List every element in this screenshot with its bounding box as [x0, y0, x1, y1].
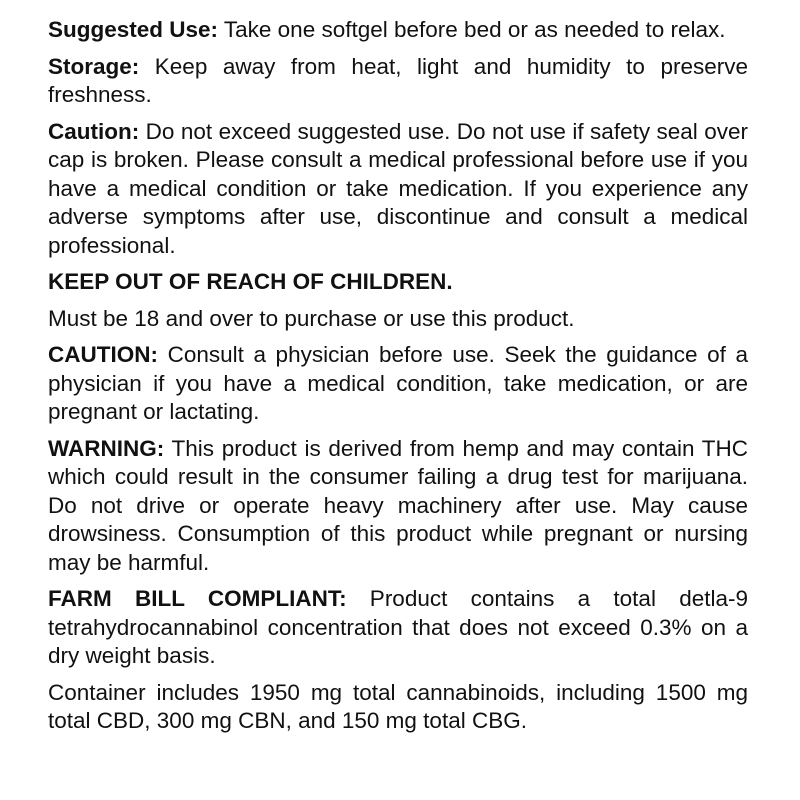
physician-caution-paragraph — [48, 341, 748, 427]
supplement-label-text — [48, 16, 748, 744]
caution-text: Do not exceed suggested use. Do not use if safety seal over cap is broken. Please consult a medical professional before use if you have a medical condition or take medication. If you experience any adverse symptoms after use, discontinue and consult a medical professional. — [48, 118, 748, 258]
container-info-paragraph: Container includes 1950 mg total cannabinoids, including 1500 mg total CBD, 300 mg CBN, and 150 mg total CBG. — [48, 679, 748, 733]
physician-caution-label: CAUTION: — [48, 342, 158, 367]
physician-caution-text: Consult a physician before use. Seek the guidance of a physician if you have a medical condition, take medication, or are pregnant or lactating. — [48, 342, 748, 424]
farm-bill-text: Product contains a total detla-9 tetrahydrocannabinol concentration that does not exceed 0.3% on a dry weight basis. — [48, 586, 748, 668]
caution-paragraph — [48, 118, 748, 261]
suggested-use-text: Take one softgel before bed or as needed to relax. — [218, 17, 726, 42]
warning-paragraph — [48, 435, 748, 578]
storage-label: Storage: — [48, 53, 140, 79]
farm-bill-label: FARM BILL COMPLIANT: — [48, 586, 347, 611]
suggested-use-label: Suggested Use: — [48, 17, 219, 42]
farm-bill-paragraph — [48, 585, 748, 671]
age-notice: Must be 18 and over to purchase or use this product. — [48, 305, 575, 331]
caution-label: Caution: — [48, 118, 140, 144]
warning-text: This product is derived from hemp and may contain THC which could result in the consumer failing a drug test for marijuana. Do not drive or operate heavy machinery after use. May cause drowsiness. Consumption of this product while pregnant or nursing may be harmful. — [48, 435, 748, 575]
suggested-use-paragraph — [48, 16, 748, 45]
storage-text: Keep away from heat, light and humidity to preserve freshness. — [48, 53, 748, 107]
warning-label: WARNING: — [48, 435, 165, 461]
storage-paragraph — [48, 53, 748, 110]
keep-out-of-reach-heading: KEEP OUT OF REACH OF CHILDREN. — [48, 269, 453, 294]
